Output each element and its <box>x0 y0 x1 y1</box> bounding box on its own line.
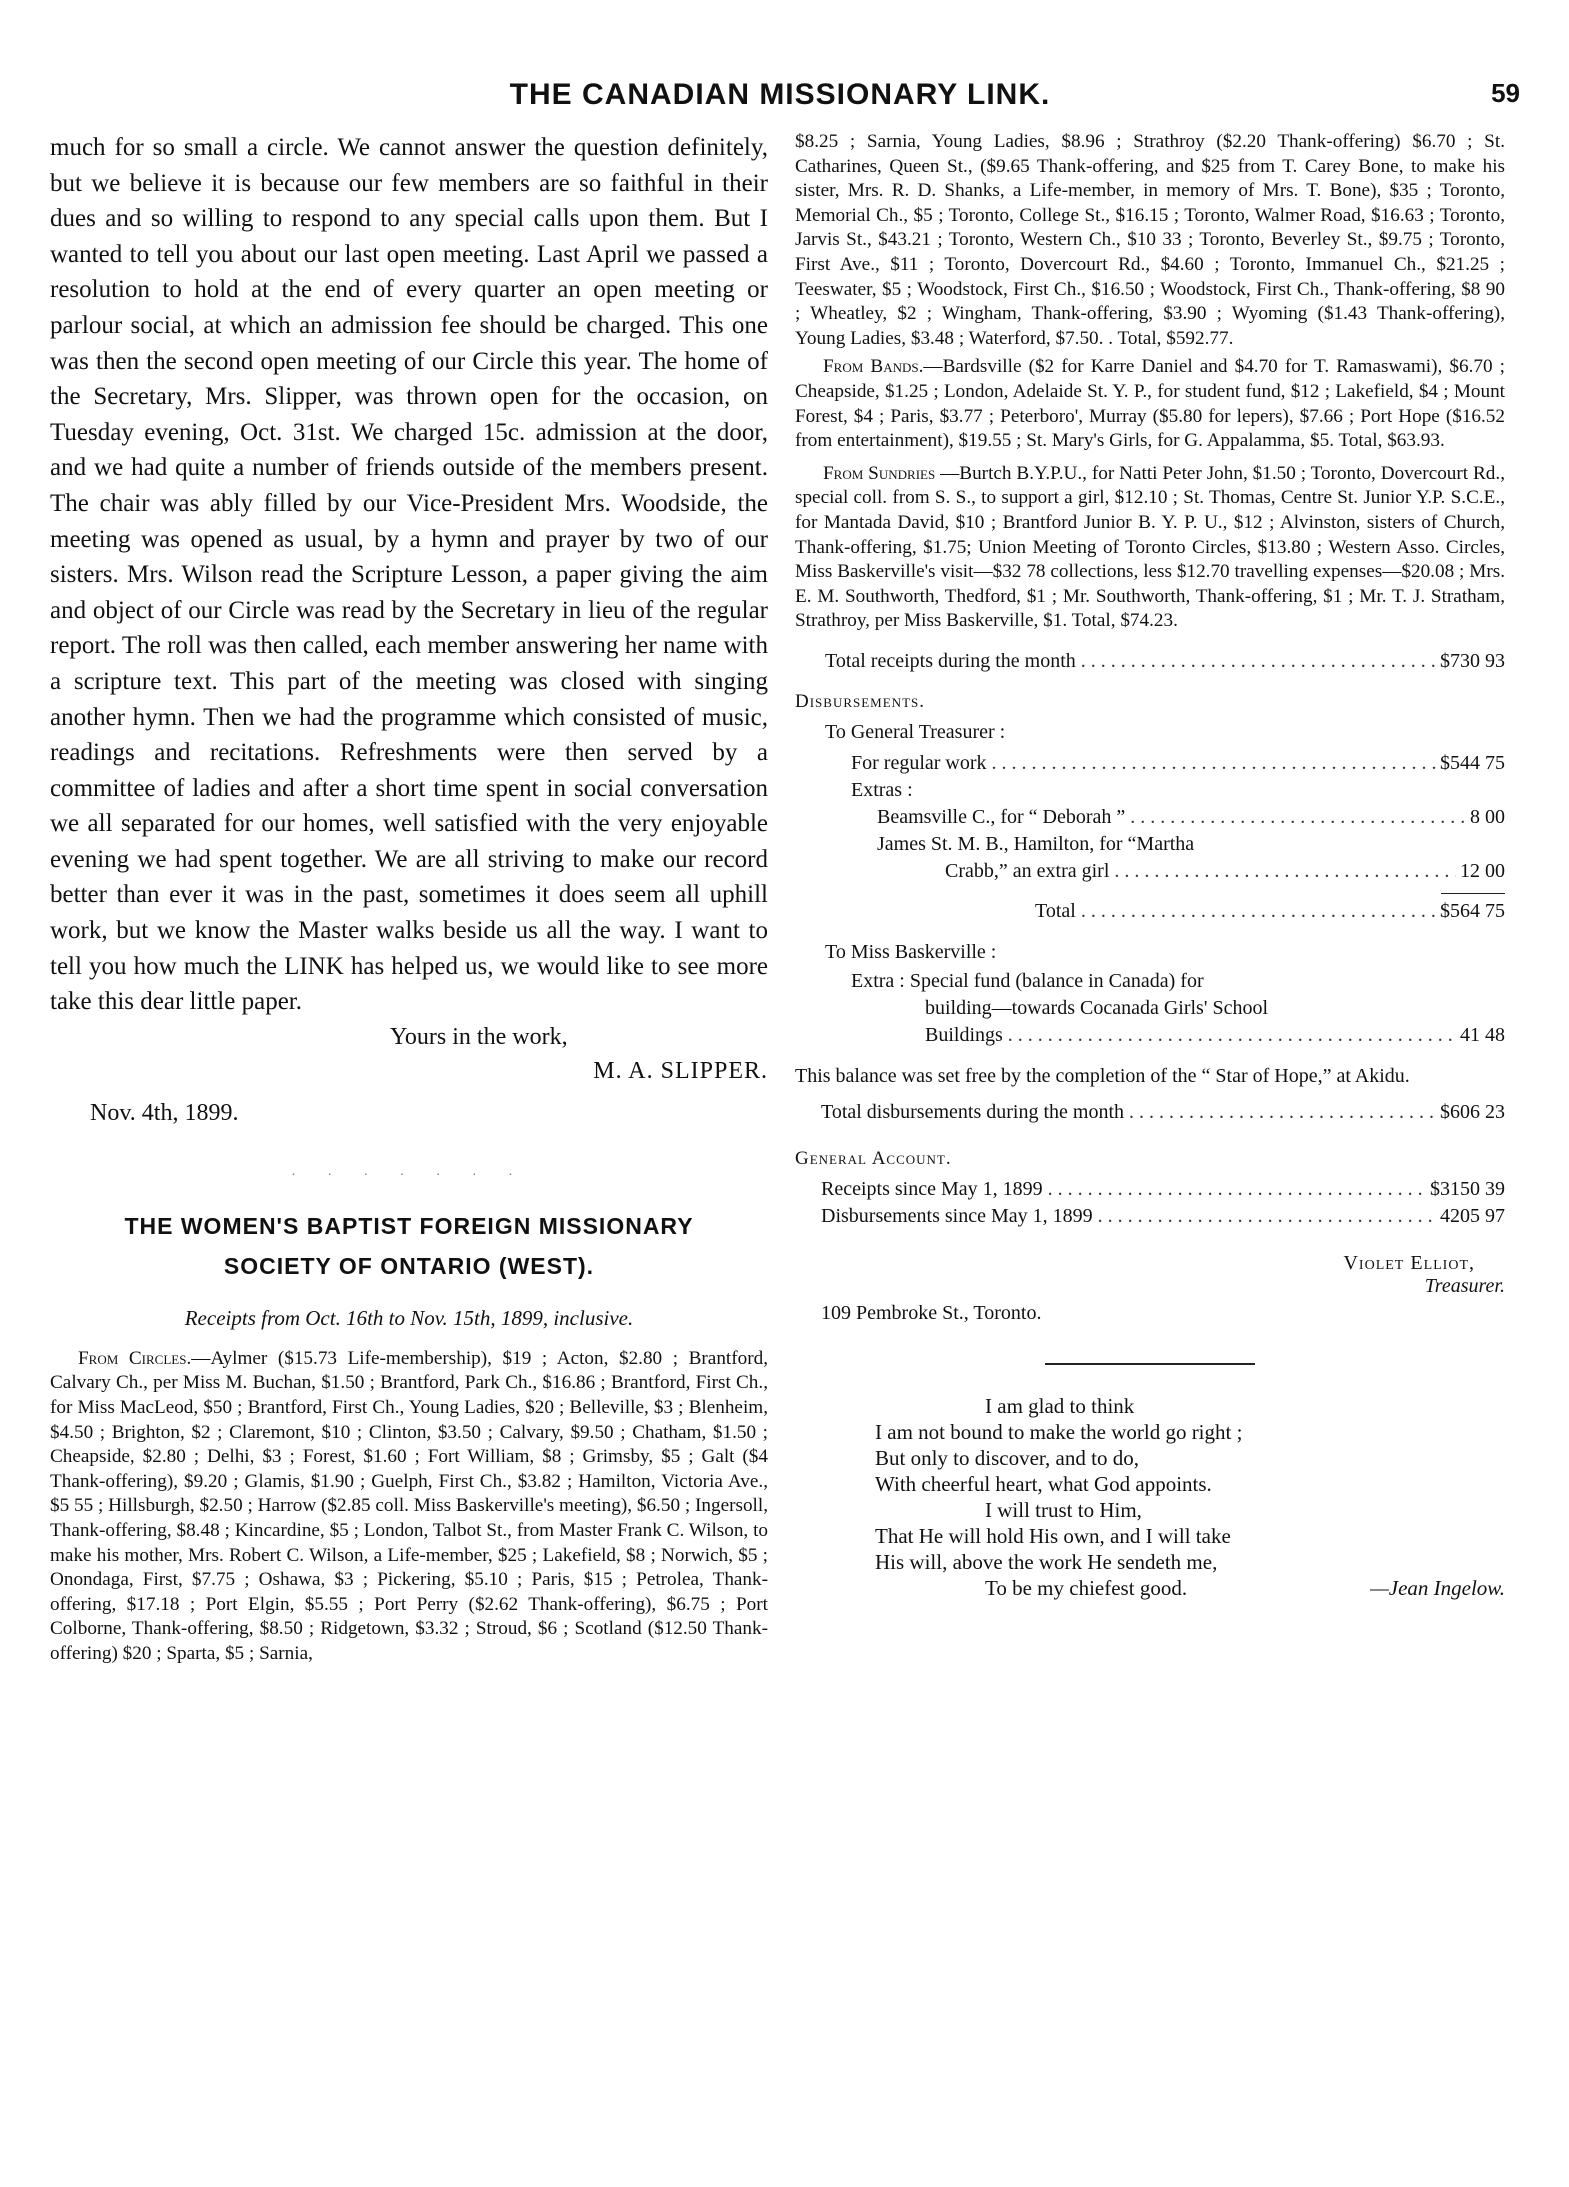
bands-heading: From Bands. <box>823 356 924 378</box>
circles-receipts <box>50 1347 768 1667</box>
buildings-amount: 41 48 <box>1460 1023 1505 1046</box>
beamsville-row <box>795 804 1505 831</box>
james-st-label: Crabb,” an extra girl . . . <box>945 858 1456 885</box>
treasurer-address: 109 Pembroke St., Toronto. <box>821 1301 1042 1324</box>
receipts-since-row <box>795 1176 1505 1203</box>
bands-receipts <box>795 355 1505 453</box>
beamsville-amount: 8 00 <box>1470 805 1505 828</box>
disbursements-since-row <box>795 1203 1505 1230</box>
james-st-amount: 12 00 <box>1460 859 1505 882</box>
disbursements-heading: Disbursements. <box>795 690 925 712</box>
poem-line-2: I am not bound to make the world go right ; <box>875 1419 1243 1444</box>
extra-line-1: Extra : Special fund (balance in Canada) for <box>851 969 1204 992</box>
total-receipts-row <box>795 648 1505 675</box>
sundries-text: —Burtch B.Y.P.U., for Natti Peter John, $1.50 ; Toronto, Dovercourt Rd., special coll. from S. S., to support a girl, $12.10 ; St. Thomas, Centre St. Junior Y.P. S.C.E., for Mantada David, $10 ; Brantford Junior B. Y. P. U., $12 ; Alvinston, sisters of Church, Thank-offering, $1.75; Union Meeting of Toronto Circles, $13.80 ; Western Asso. Circles, Miss Baskerville's visit—$32 78 collections, less $12.70 travelling expenses—$20.08 ; Mrs. E. M. Southworth, Thedford, $1 ; Mr. Southworth, Thank-offering, $1 ; Mr. T. J. Stratham, Strathroy, per Miss Baskerville, $1. Total, $74.23. <box>795 462 1505 632</box>
regular-work-amount: $544 75 <box>1440 751 1505 774</box>
disbursements-since-amount: 4205 97 <box>1440 1204 1505 1227</box>
disbursement-total-label: Total . . . <box>1035 898 1436 925</box>
treasurer-title: Treasurer. <box>1424 1274 1505 1297</box>
balance-note: This balance was set free by the completion of the “ Star of Hope,” at Akidu. <box>795 1064 1410 1087</box>
section-divider: · · · · · · · <box>291 1167 527 1183</box>
society-title-line-2: SOCIETY OF ONTARIO (WEST). <box>223 1252 595 1279</box>
general-account-heading: General Account. <box>795 1147 952 1169</box>
to-miss-baskerville: To Miss Baskerville : <box>825 940 997 963</box>
extras-label: Extras : <box>851 778 913 801</box>
james-st-line: James St. M. B., Hamilton, for “Martha <box>877 832 1195 855</box>
poem-line-6: That He will hold His own, and I will take <box>875 1523 1231 1548</box>
circles-heading: From Circles. <box>78 1347 192 1369</box>
poem <box>795 1393 1505 1601</box>
buildings-label: Buildings . . . <box>925 1022 1456 1049</box>
page-header <box>40 78 1520 118</box>
letter-date: Nov. 4th, 1899. <box>90 1099 239 1126</box>
subtotal-rule <box>1441 893 1505 894</box>
treasurer-name: Violet Elliot, <box>1343 1251 1475 1274</box>
buildings-row <box>795 1022 1505 1049</box>
total-receipts-label: Total receipts during the month . . . <box>825 648 1436 675</box>
total-disbursements-label: Total disbursements during the month . . . <box>821 1099 1436 1126</box>
poem-line-5: I will trust to Him, <box>985 1497 1142 1522</box>
bands-text: —Bardsville ($2 for Karre Daniel and $4.70 for T. Ramaswami), $6.70 ; Cheapside, $1.25 ; London, Adelaide St. Y. P., for student fund, $12 ; Lakefield, $4 ; Mount Forest, $4 ; Paris, $3.77 ; Peterboro', Murray ($5.80 for lepers), $7.66 ; Port Hope ($16.52 from entertainment), $19.55 ; St. Mary's Girls, for G. Appalamma, $5. Total, $63.93. <box>795 356 1506 452</box>
society-title-line-1: THE WOMEN'S BAPTIST FOREIGN MISSIONARY <box>124 1212 694 1239</box>
receipts-caption: Receipts from Oct. 16th to Nov. 15th, 1899, inclusive. <box>184 1305 634 1330</box>
sundries-receipts <box>795 462 1505 634</box>
page-number: 59 <box>1491 78 1520 108</box>
regular-work-row <box>795 750 1505 777</box>
closing-phrase: Yours in the work, <box>390 1023 568 1050</box>
total-receipts-amount: $730 93 <box>1440 649 1505 672</box>
disbursements-since-label: Disbursements since May 1, 1899 . . . <box>821 1203 1436 1230</box>
sundries-heading: From Sundries <box>823 462 936 484</box>
poem-line-7: His will, above the work He sendeth me, <box>875 1549 1218 1574</box>
letter-signoff <box>50 1020 768 1130</box>
poem-author: —Jean Ingelow. <box>1370 1575 1505 1600</box>
right-column <box>795 130 1505 1601</box>
poem-line-4: With cheerful heart, what God appoints. <box>875 1471 1212 1496</box>
poem-line-8: To be my chiefest good. <box>985 1575 1188 1600</box>
receipts-since-label: Receipts since May 1, 1899 . . . <box>821 1176 1426 1203</box>
society-title <box>50 1206 768 1286</box>
regular-work-label: For regular work . . . <box>851 750 1436 777</box>
circles-receipts-continued: $8.25 ; Sarnia, Young Ladies, $8.96 ; Strathroy ($2.20 Thank-offering) $6.70 ; St. Catharines, Queen St., ($9.65 Thank-offering, and $25 from T. Carey Bone, to make his sister, Mrs. R. D. Shanks, a Life-member, in memory of Mrs. T. Bone), $35 ; Toronto, Memorial Ch., $5 ; Toronto, College St., $16.15 ; Toronto, Walmer Road, $16.63 ; Toronto, Jarvis St., $43.21 ; Toronto, Western Ch., $10 33 ; Toronto, Beverley St., $9.75 ; Toronto, First Ave., $11 ; Toronto, Dovercourt Rd., $4.60 ; Toronto, Immanuel Ch., $21.25 ; Teeswater, $5 ; Woodstock, First Ch., $16.50 ; Woodstock, First Ch., Thank-offering, $8 90 ; Wheatley, $2 ; Wingham, Thank-offering, $3.90 ; Wyoming ($1.43 Thank-offering), Young Ladies, $3.48 ; Waterford, $7.50. . Total, $592.77. <box>795 131 1505 349</box>
beamsville-label: Beamsville C., for “ Deborah ” . . . <box>877 804 1466 831</box>
disbursement-total-row <box>795 898 1505 925</box>
poem-line-1: I am glad to think <box>985 1393 1135 1418</box>
circles-text: —Aylmer ($15.73 Life-membership), $19 ; Acton, $2.80 ; Brantford, Calvary Ch., per Miss M. Buchan, $1.50 ; Brantford, Park Ch., $16.86 ; Brantford, First Ch., for Miss MacLeod, $50 ; Brantford, First Ch., Young Ladies, $20 ; Belleville, $3 ; Blenheim, $4.50 ; Brighton, $2 ; Claremont, $10 ; Clinton, $3.50 ; Calvary, $9.50 ; Chatham, $1.50 ; Cheapside, $2.80 ; Delhi, $3 ; Forest, $1.60 ; Fort William, $8 ; Grimsby, $5 ; Galt ($4 Thank-offering), $9.20 ; Glamis, $1.90 ; Guelph, First Ch., $3.82 ; Hamilton, Victoria Ave., $5 55 ; Hillsburgh, $2.50 ; Harrow ($2.85 coll. Miss Baskerville's meeting), $6.50 ; Ingersoll, Thank-offering, $8.48 ; Kincardine, $5 ; London, Talbot St., from Master Frank C. Wilson, to make his mother, Mrs. Robert C. Wilson, a Life-member, $25 ; Lakefield, $8 ; Norwich, $5 ; Onondaga, First, $7.75 ; Oshawa, $3 ; Pickering, $5.10 ; Paris, $15 ; Petrolea, Thank-offering, $17.18 ; Port Elgin, $5.55 ; Port Perry ($2.62 Thank-offering), $6.75 ; Port Colborne, Thank-offering, $8.50 ; Ridgetown, $3.32 ; Stroud, $6 ; Scotland ($12.50 Thank-offering) $20 ; Sparta, $5 ; Sarnia, <box>50 1347 769 1664</box>
total-disbursements-row <box>795 1099 1505 1126</box>
poem-last-line <box>875 1575 1505 1601</box>
poem-line-3: But only to discover, and to do, <box>875 1445 1139 1470</box>
total-disbursements-amount: $606 23 <box>1440 1100 1505 1123</box>
poem-divider <box>1045 1363 1255 1365</box>
letter-body: much for so small a circle. We cannot answer the question definitely, but we believe it is because our few members are so faithful in their dues and so willing to respond to any special calls upon them. But I wanted to tell you about our last open meeting. Last April we passed a resolution to hold at the end of every quarter an open meeting or parlour social, at which an admission fee should be charged. This one was then the second open meeting of our Circle this year. The home of the Secretary, Mrs. Slipper, was thrown open for the occasion, on Tuesday evening, Oct. 31st. We charged 15c. admission at the door, and we had quite a number of friends outside of the members present. The chair was ably filled by our Vice-President Mrs. Woodside, the meeting was opened as usual, by a hymn and prayer by two of our sisters. Mrs. Wilson read the Scripture Lesson, a paper giving the aim and object of our Circle was read by the Secretary in lieu of the regular report. The roll was then called, each member answering her name with a scripture text. This part of the meeting was closed with singing another hymn. Then we had the programme which consisted of music, readings and recitations. Refreshments were then served by a committee of ladies and after a short time spent in social conversation we all separated for our homes, well satisfied with the very enjoyable evening we had spent together. We are all striving to make our record better than ever it was in the past, sometimes it does seem all uphill work, but we know the Master walks beside us all the way. I want to tell you how much the LINK has helped us, we would like to see more take this dear little paper. <box>50 134 768 1016</box>
extra-line-2: building—towards Cocanada Girls' School <box>925 996 1268 1019</box>
receipts-since-amount: $3150 39 <box>1430 1177 1505 1200</box>
disbursement-total-amount: $564 75 <box>1440 899 1505 922</box>
magazine-title: THE CANADIAN MISSIONARY LINK. <box>509 78 1051 111</box>
to-general-treasurer: To General Treasurer : <box>825 720 1006 743</box>
letter-signature: M. A. SLIPPER. <box>593 1057 768 1084</box>
left-column <box>50 130 768 1667</box>
james-st-row <box>795 858 1505 885</box>
